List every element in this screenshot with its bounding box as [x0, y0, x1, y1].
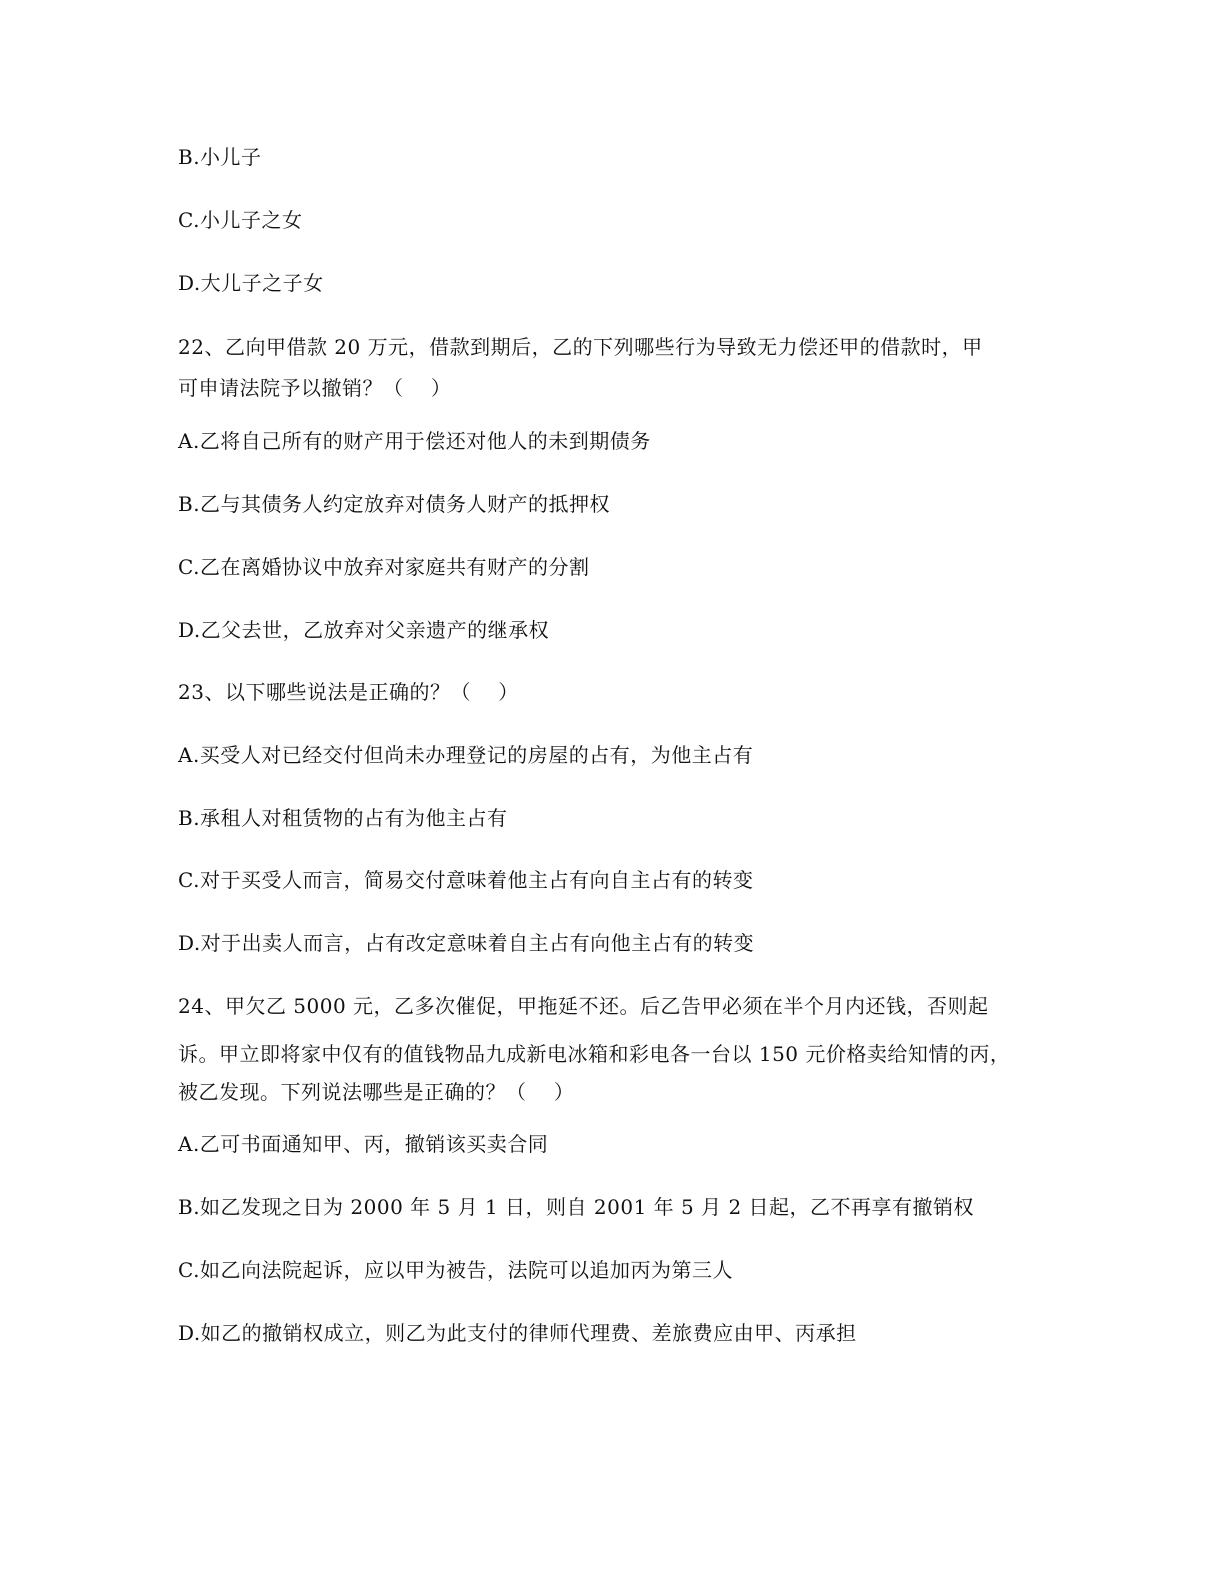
option-c-q22: C.乙在离婚协议中放弃对家庭共有财产的分割 — [178, 555, 590, 579]
option-d-q21: D.大儿子之子女 — [178, 271, 324, 295]
option-a-q23: A.买受人对已经交付但尚未办理登记的房屋的占有，为他主占有 — [178, 743, 754, 767]
question-24-line-2: 诉。甲立即将家中仅有的值钱物品九成新电冰箱和彩电各一台以 150 元价格卖给知情的丙， — [178, 1042, 1011, 1066]
option-d-q23: D.对于出卖人而言，占有改定意味着自主占有向他主占有的转变 — [178, 931, 755, 955]
option-a-q22: A.乙将自己所有的财产用于偿还对他人的未到期债务 — [178, 429, 651, 453]
option-c-q23: C.对于买受人而言，简易交付意味着他主占有向自主占有的转变 — [178, 868, 754, 892]
question-24-line-1: 24、甲欠乙 5000 元，乙多次催促，甲拖延不还。后乙告甲必须在半个月内还钱，否则起 — [178, 994, 989, 1018]
option-d-q22: D.乙父去世，乙放弃对父亲遗产的继承权 — [178, 618, 550, 642]
question-22-line-1: 22、乙向甲借款 20 万元，借款到期后，乙的下列哪些行为导致无力偿还甲的借款时，甲 — [178, 335, 983, 359]
question-23: 23、以下哪些说法是正确的？（ ） — [178, 680, 519, 704]
option-a-q24: A.乙可书面通知甲、丙，撤销该买卖合同 — [178, 1132, 549, 1156]
option-b-q23: B.承租人对租赁物的占有为他主占有 — [178, 806, 508, 830]
question-22-line-2: 可申请法院予以撤销？（ ） — [178, 376, 452, 400]
question-24-line-3: 被乙发现。下列说法哪些是正确的？（ ） — [178, 1080, 575, 1104]
option-b-q21: B.小儿子 — [178, 145, 262, 169]
option-c-q24: C.如乙向法院起诉，应以甲为被告，法院可以追加丙为第三人 — [178, 1258, 733, 1282]
option-b-q22: B.乙与其债务人约定放弃对债务人财产的抵押权 — [178, 492, 611, 516]
option-b-q24: B.如乙发现之日为 2000 年 5 月 1 日，则自 2001 年 5 月 2 日起，乙不再享有撤销权 — [178, 1195, 975, 1219]
option-d-q24: D.如乙的撤销权成立，则乙为此支付的律师代理费、差旅费应由甲、丙承担 — [178, 1321, 857, 1345]
option-c-q21: C.小儿子之女 — [178, 208, 303, 232]
